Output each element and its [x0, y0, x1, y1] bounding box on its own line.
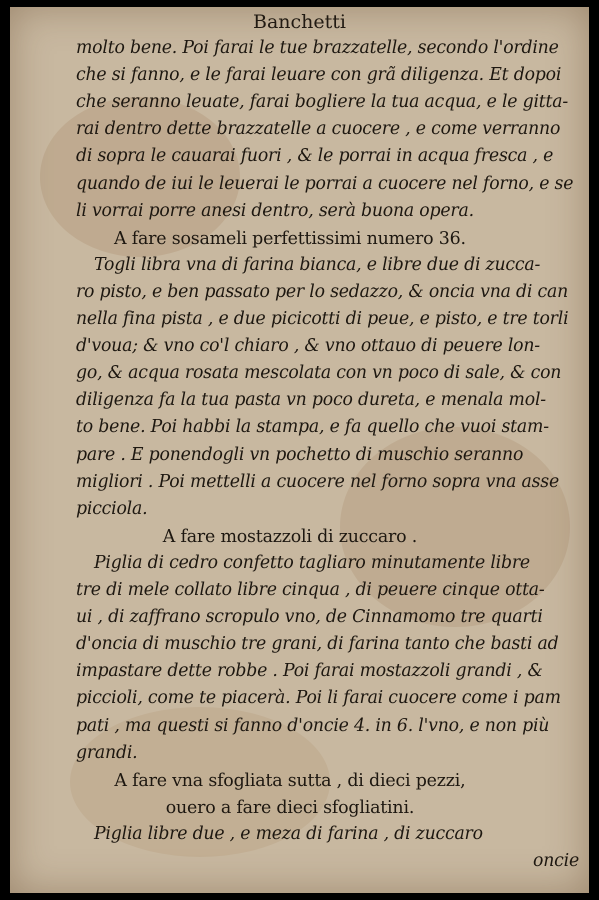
text-line: to bene. Poi habbi la stampa, e fa quello che vuoi stam-: [76, 417, 549, 438]
text-line: Togli libra vna di farina bianca, e libre due di zucca-: [94, 254, 541, 275]
text-line: ro pisto, e ben passato per lo sedazzo, & oncia vna di can: [76, 281, 569, 302]
text-line: pati , ma questi si fanno d'oncie 4. in 6. l'vno, e non più: [76, 715, 550, 736]
text-line: tre di mele collato libre cinqua , di peuere cinque otta-: [76, 580, 545, 600]
text-line: nella fina pista , e due picicotti di peue, e pisto, e tre torli: [76, 309, 569, 329]
text-line: grandi.: [76, 742, 138, 763]
text-line: rai dentro dette brazzatelle a cuocere , e come verranno: [76, 119, 561, 140]
section-heading: ouero a fare dieci sfogliatini.: [165, 796, 415, 818]
text-line: go, & acqua rosata mescolata con vn poco di sale, & con: [76, 363, 562, 384]
text-line: che si fanno, e le farai leuare con grã diligenza. Et dopoi: [76, 65, 562, 86]
text-line: impastare dette robbe . Poi farai mostazzoli grandi , &: [76, 661, 543, 682]
text-line: diligenza fa la tua pasta vn poco dureta, e menala mol-: [76, 390, 546, 411]
text-line: piccioli, come te piacerà. Poi li farai cuocere come i pam: [76, 688, 561, 709]
section-heading: A fare vna sfogliata sutta , di dieci pezzi,: [114, 769, 466, 791]
running-head: Banchetti: [253, 11, 346, 33]
text-line: migliori . Poi mettelli a cuocere nel forno sopra vna asse: [76, 471, 559, 492]
text-line: pare . E ponendogli vn pochetto di muschio seranno: [76, 444, 524, 465]
section-heading: A fare sosameli perfettissimi numero 36.: [113, 227, 466, 249]
text-line: di sopra le cauarai fuori , & le porrai in acqua fresca , e: [76, 146, 554, 167]
text-line: Piglia di cedro confetto tagliaro minutamente libre: [94, 552, 530, 573]
text-line: d'voua; & vno co'l chiaro , & vno ottauo di peuere lon-: [76, 336, 540, 357]
text-line: molto bene. Poi farai le tue brazzatelle, secondo l'ordine: [76, 38, 559, 58]
section-heading: A fare mostazzoli di zuccaro .: [162, 525, 418, 547]
text-line: picciola.: [76, 498, 148, 519]
text-line: ui , di zaffrano scropulo vno, de Cinnamomo tre quarti: [76, 607, 543, 628]
text-line: li vorrai porre anesi dentro, serà buona opera.: [76, 200, 474, 221]
book-page: [10, 7, 589, 893]
text-line: oncie: [533, 851, 579, 871]
text-line: che seranno leuate, farai bogliere la tua acqua, e le gitta-: [76, 92, 569, 113]
text-line: d'oncia di muschio tre grani, di farina tanto che basti ad: [76, 634, 559, 655]
text-line: quando de iui le leuerai le porrai a cuocere nel forno, e se: [76, 173, 574, 194]
text-line: Piglia libre due , e meza di farina , di zuccaro: [94, 823, 483, 844]
